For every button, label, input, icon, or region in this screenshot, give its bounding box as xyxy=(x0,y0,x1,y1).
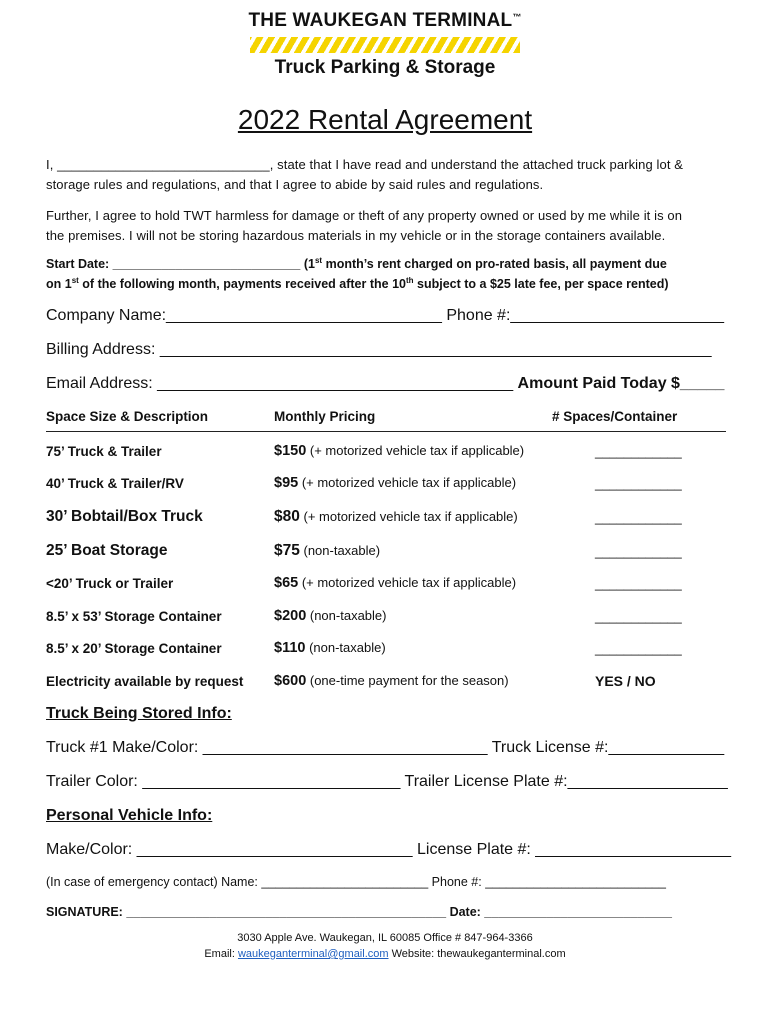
price-note: (+ motorized vehicle tax if applicable) xyxy=(298,475,517,490)
trailer-color-plate-field[interactable]: Trailer Color: _____________________________ Trailer License Plate #:__________________ xyxy=(46,773,728,790)
start-date-line2b: of the following month, payments received after the 10 xyxy=(78,277,406,292)
sup-st-2: st xyxy=(71,276,79,285)
sup-st-1: st xyxy=(314,256,323,265)
price-value: $150 xyxy=(274,443,307,459)
email-field[interactable]: Email Address: ________________________________________ xyxy=(46,375,514,392)
col-header-spaces: # Spaces/Container xyxy=(552,409,678,424)
start-date-line2a: on 1 xyxy=(46,277,72,292)
price-value: $80 xyxy=(274,508,300,525)
truck-info-heading: Truck Being Stored Info: xyxy=(46,705,232,722)
row-price-30-bobtail xyxy=(274,508,518,526)
row-spaces-25-boat[interactable]: ____________ xyxy=(595,544,682,559)
row-spaces-30-bobtail[interactable]: ____________ xyxy=(595,510,682,525)
row-spaces-20-truck[interactable]: ____________ xyxy=(595,576,682,591)
price-note: (one-time payment for the season) xyxy=(306,673,509,688)
row-name-20-truck: <20’ Truck or Trailer xyxy=(46,576,174,591)
sup-th: th xyxy=(405,276,414,285)
email-address-field xyxy=(46,375,724,393)
row-electricity-yes-no[interactable]: YES / NO xyxy=(595,673,656,689)
row-price-75-truck xyxy=(274,443,524,459)
row-spaces-40-truck[interactable]: ____________ xyxy=(595,476,682,491)
row-spaces-53-container[interactable]: ____________ xyxy=(595,609,682,624)
row-spaces-20-container[interactable]: ____________ xyxy=(595,641,682,656)
trademark-symbol: ™ xyxy=(512,12,522,22)
price-note: (non-taxable) xyxy=(306,608,387,623)
row-price-20-container xyxy=(274,640,386,656)
row-price-40-truck xyxy=(274,475,516,491)
col-header-pricing: Monthly Pricing xyxy=(274,409,376,424)
footer-contact xyxy=(0,948,770,960)
row-name-25-boat: 25’ Boat Storage xyxy=(46,542,168,559)
company-logo-title xyxy=(0,10,770,32)
row-name-30-bobtail: 30’ Bobtail/Box Truck xyxy=(46,508,203,525)
start-date-label: Start Date: ___________________________ (1 xyxy=(46,257,315,272)
start-date-line-2 xyxy=(46,276,669,291)
row-price-electricity xyxy=(274,673,509,689)
logo-subtitle: Truck Parking & Storage xyxy=(274,57,496,78)
footer-email-label: Email: xyxy=(204,948,238,960)
price-note: (non-taxable) xyxy=(305,640,386,655)
price-value: $200 xyxy=(274,608,307,624)
intro-p2-line2: the premises. I will not be storing hazardous materials in my vehicle or in the storage containers available. xyxy=(46,228,666,243)
footer-website: Website: thewaukeganterminal.com xyxy=(388,948,566,960)
billing-address-field[interactable]: Billing Address: ______________________________________________________________ xyxy=(46,341,712,358)
start-date-mid: month’s rent charged on pro-rated basis, all payment due xyxy=(322,257,667,272)
price-note: (+ motorized vehicle tax if applicable) xyxy=(306,443,525,458)
start-date-line2c: subject to a $25 late fee, per space rented) xyxy=(413,277,669,292)
price-value: $600 xyxy=(274,673,307,689)
intro-p1-line2: storage rules and regulations, and that I agree to abide by said rules and regulations. xyxy=(46,177,544,192)
price-note: (+ motorized vehicle tax if applicable) xyxy=(299,509,518,524)
truck-make-license-field[interactable]: Truck #1 Make/Color: ________________________________ Truck License #:_____________ xyxy=(46,739,725,756)
price-value: $75 xyxy=(274,542,300,559)
footer-address: 3030 Apple Ave. Waukegan, IL 60085 Office # 847-964-3366 xyxy=(237,932,533,944)
row-name-20-container: 8.5’ x 20’ Storage Container xyxy=(46,641,222,656)
row-name-40-truck: 40’ Truck & Trailer/RV xyxy=(46,476,184,491)
intro-p2-line1: Further, I agree to hold TWT harmless for damage or theft of any property owned or used by me while it is on xyxy=(46,208,683,223)
row-name-53-container: 8.5’ x 53’ Storage Container xyxy=(46,609,222,624)
row-name-electricity: Electricity available by request xyxy=(46,674,244,689)
row-spaces-75-truck[interactable]: ____________ xyxy=(595,444,682,459)
amount-paid-field[interactable]: Amount Paid Today $_____ xyxy=(517,375,725,392)
footer-email-link[interactable]: waukeganterminal@gmail.com xyxy=(237,948,389,960)
personal-vehicle-heading: Personal Vehicle Info: xyxy=(46,807,213,824)
price-note: (non-taxable) xyxy=(299,543,381,558)
intro-paragraph-1 xyxy=(46,155,730,195)
hazard-stripe xyxy=(250,37,520,53)
price-value: $95 xyxy=(274,475,299,491)
price-value: $110 xyxy=(274,640,306,656)
emergency-contact-field[interactable]: (In case of emergency contact) Name: ________________________ Phone #: __________________________ xyxy=(46,875,666,889)
row-name-75-truck: 75’ Truck & Trailer xyxy=(46,444,162,459)
intro-p1-line1: I, _____________________________, state that I have read and understand the attached truck parking lot & xyxy=(46,157,684,172)
header-divider xyxy=(46,431,726,432)
intro-paragraph-2 xyxy=(46,206,730,246)
price-value: $65 xyxy=(274,575,299,591)
row-price-53-container xyxy=(274,608,386,624)
col-header-space: Space Size & Description xyxy=(46,409,209,424)
company-name: THE WAUKEGAN TERMINAL xyxy=(248,10,513,31)
page-title: 2022 Rental Agreement xyxy=(237,104,533,135)
row-price-25-boat xyxy=(274,542,380,560)
personal-make-plate-field[interactable]: Make/Color: _______________________________ License Plate #: ______________________ xyxy=(46,841,732,858)
start-date-line-1 xyxy=(46,256,667,271)
signature-date-field[interactable]: SIGNATURE: ______________________________________________ Date: ___________________________ xyxy=(46,905,673,919)
row-price-20-truck xyxy=(274,575,516,591)
company-phone-field[interactable]: Company Name:_______________________________ Phone #:________________________ xyxy=(46,307,724,324)
price-note: (+ motorized vehicle tax if applicable) xyxy=(298,575,517,590)
